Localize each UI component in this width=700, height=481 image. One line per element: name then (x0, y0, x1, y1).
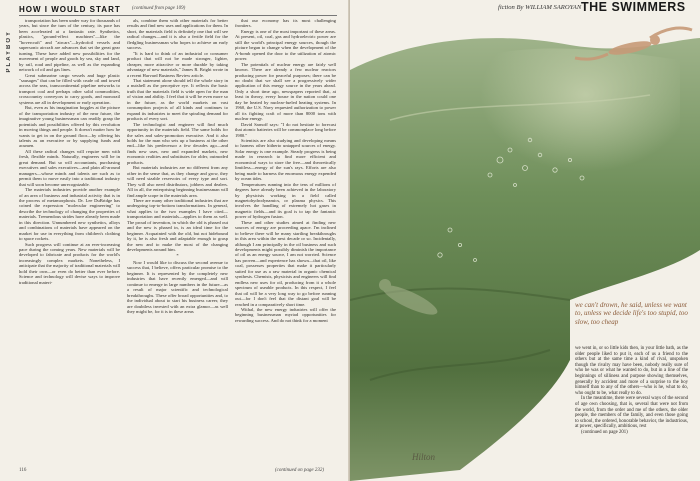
fiction-byline: fiction By WILLIAM SAROYAN (498, 4, 582, 11)
continued-on-note: (continued on page 232) (275, 468, 325, 473)
paragraph: that our economy has its most challenging frontiers. (235, 18, 336, 29)
story-text (575, 346, 688, 436)
paragraph: transportation has been under way for thousands of years, but since the turn of the century, its pace has been accelerated at a fantastic rate. Synthetics, plastics, "ground-effect machines"—like the "hovercraft" and "aircars"—hydrofoil vessels and supersonic aircraft are advances that set the great gear turning. These have added new possibilities for the movement of people and goods by sea, sky and land, by rail, road and pipeline, as well as the expanding network of oil and gas lines. (19, 18, 120, 73)
paragraph: we went in, or so little kids then, in your little bath, as the older people liked to put it, each of us a friend to the others but at the same time a kind of rival, unspoken though the rivalry may have been, nobody really sure of who he was or what he wanted to do, but in a line of the beginnings of silliness and purpose showing themselves, generally by accident and more of a surprise to the boy himself than to any of the others—who is he, what to do, who ought to be, what really to do. (575, 346, 688, 396)
continued-note: (continued on page 201) (581, 429, 628, 435)
text-column-1 (19, 18, 120, 458)
article-headline: HOW I WOULD START (19, 5, 121, 14)
paragraph: Withal, the new energy industries will offer the beginning businessman myriad opportunities for rewarding success. And do not think for a moment (235, 307, 336, 323)
paragraph: Such progress will continue at an ever-increasing pace during the coming years. New materials will be developed to fabricate and products for the world's increasingly complex markets. Nonetheless, I anticipate that the majority of traditional materials will hold their own—or even do better than ever before. Science and technology will devise ways to improve traditional materi- (19, 241, 120, 285)
paragraph: The technologist and engineer will find much opportunity in the materials field. The same holds for the sales and sales-promotion executive. And it also holds for the man who sets up a business at the other end—like his predecessor a few decades ago—and finds new uses, new and expanded markets, new economic realities and substitutes for older, outmoded products. (127, 121, 228, 165)
text-column-2 (127, 18, 228, 458)
paragraph: These and other studies aimed at finding new sources of energy are proceeding apace. I'm inclined to believe there will be many startling breakthroughs in this area within the next decade or so. Incidentally, although I am principally in the oil business and such developments might possibly diminish the importance of oil as an energy source, I am not worried. Science has proven—and experience has shown—that oil, like coal, possesses properties that make it particularly suited for use as a raw material in organic chemical synthesis. Chemists, physicists and engineers will find endless new uses for oil, producing from it a whole spectrum of useable products. In this respect, I feel that oil will be a very long way to go before running out—for I don't feel that the distant goal will be reached in a comparatively short time. (235, 219, 336, 307)
paragraph: In the meantime, there were several ways of the second of age own choosing, that is, several that were not from the world, from the order and me of the others, the older people, the members of the family, and even those going to school, the ordered, honorable behavior, the industrious, at power, specifically, ambitious, rest (575, 396, 688, 430)
text-column-3 (235, 18, 336, 458)
paragraph: That statement alone should tell the whole story in a nutshell as the perceptive eye. It reflects the basic truth that the materials field is wide open for the man of vision and ability. I feel that it will be even more so in the future, as the world markets on vast consumption projects of all kinds and continues to expand its industries to meet the spiraling demand for products of every sort. (127, 77, 228, 122)
header-rule (19, 15, 337, 16)
paragraph: Great submarine cargo vessels and huge plastic "sausages" that can be filled with crude oil and towed across the seas, transcontinental pipeline networks to transport coal and perhaps other solid commodities, crosscountry conveyors to carry goods, and monorail systems are all in development or early operation. (19, 72, 120, 105)
right-page (350, 0, 700, 481)
water-highlight (470, 48, 680, 202)
section-break: * (176, 253, 179, 259)
paragraph: The materials industries provide another example of an area of business and industrial activity that is in the process of metamorphosis. Dr. Lee DuBridge has coined the expression "molecular engineering" to describe the technology of changing the properties of materials. Tremendous strides have already been made in this direction. Unnumbered new synthetics, alloys and combinations of materials have appeared on the market for use in everything from children's clothing to space rockets. (19, 187, 120, 242)
paragraph: als, combine them with other materials for better results and find new uses and applications for them. In short, the materials field is definitely one that will see radical changes—and it is also a fertile field for the fledgling businessman who hopes to achieve an early success. (127, 18, 228, 51)
paragraph: Now I would like to discuss the second avenue to success that, I believe, offers particular promise to the beginner. It is represented by the completely new industries that have recently emerged—and will continue to emerge in large numbers in the future—as a result of major scientific and technological breakthroughs. These offer broad opportunities and, to the individual about to start his business career, they are doubtless invested with an extra glamor—as well they might be, for it is in these areas (127, 259, 228, 315)
paragraph: There are many other traditional industries that are undergoing top-to-bottom transformations. In general, what applies to the two examples I have cited—transportation and materials—applies to them as well. The proud of invention, in which the old is phased out and the new is phased in, is an ideal time for the beginner. Acquainted with the old, but not hidebound by it, he is also fresh and adaptable enough to grasp the new and to make the most of the changing developments around him. (127, 197, 228, 253)
figure-head (379, 279, 391, 291)
paragraph: Temperatures running into the tens of millions of degrees have already been achieved in the laboratory by physicists working in a field called magnetohydrodynamics, or plasma physics. This involves the handling of extremely hot gases in magnetic fields—and its goal is to tap the fantastic power of hydrogen fusion. (235, 181, 336, 220)
pull-quote: we can't drown, he said, unless we want to, unless we decide life's too stupid, too slow, too cheap (575, 301, 688, 326)
section-label: PLAYBOY (6, 30, 12, 73)
paragraph: But, even as his imagination boggles at the picture of the transportation industry of the near future, the imaginative young businessman can readily grasp the potentials and possibilities offered by this revolution in moving things and people. It doesn't matter how he wants to get in on the ground floor—by offering his talents as an executive or by supplying funds and acumen. (19, 105, 120, 149)
paragraph: All these radical changes will require men with fresh, flexible minds. Naturally, engineers will be in great demand. But so will accountants, purchasing executives and sales executives—and plain all-around managers—whose minds and talents are such as to permit them to move easily into a traditional industry that will soon become unrecognizable. (19, 148, 120, 187)
story-title: THE SWIMMERS (581, 0, 686, 14)
page-number: 116 (19, 468, 27, 473)
paragraph: Energy is one of the most important of these areas. At present, oil, coal, gas and hydroelectric power are still the world's principal energy sources, though the picture began to change when the development of the A-bomb opened the door to the utilization of atomic power. (235, 28, 336, 62)
paragraph: David Sarnoff says: "I do not hesitate to forecast that atomic batteries will be commonplace long before 1980." (235, 121, 336, 138)
continued-from-note: (continued from page 109) (132, 6, 186, 11)
paragraph: "It is hard to think of an industrial or consumer product that will not be made stronger, lighter, cheaper, more attractive or more durable by taking advantage of new materials," James R. Bright wrote in a recent Harvard Business Review article. (127, 50, 228, 78)
paragraph: But materials industries are no different from any other in the sense that, as they change and grow, they will need sizable reservoirs of every type and sort. They will also need distributors, jobbers and dealers. All in all, the enterprising beginning businessman will find ample scope in the materials area. (127, 165, 228, 198)
artist-signature: Hilton (412, 452, 436, 462)
paragraph: Scientists are also studying and developing means to harness other hitherto untapped sources of energy. Solar energy is one example. Steady progress is being made in research to find more efficient and economical ways to store the free—and theoretically limitless—energy of the sun's rays. Efforts are also being made to harness the enormous energy expended by ocean tides. (235, 137, 336, 182)
paragraph: The potentials of nuclear energy are fairly well known. There are already a few nuclear reactors producing power for peaceful purposes; there can be no doubt that we shall see a progressively wider application of this energy source in the years ahead. Only a short time ago, newspapers reported that, at least in theory, every house in the nation could one day be heated by nuclear-fueled heating systems. In 1960, the U.S. Navy requested authorization to power all its fighting craft of more than 8000 tons with nuclear energy. (235, 61, 336, 122)
